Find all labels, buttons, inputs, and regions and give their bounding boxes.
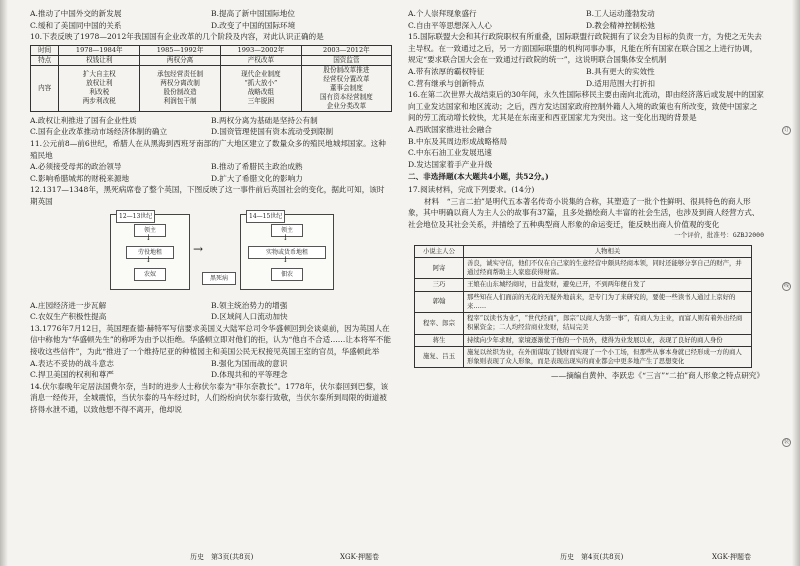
- q10-options-row-2: [30, 126, 392, 138]
- q13-option-d: D.体现共和的平等理念: [211, 370, 288, 380]
- cell-line: 放权让利: [86, 79, 113, 88]
- cell-line: 承包经营责任制: [157, 70, 204, 79]
- q17-cell-desc: 善良，诚实守信，他们不仅在自己家的生意经营中颇具经商本领，同时还能够分享自己的财产，并通过经商帮助主人家庭获得财富。: [464, 258, 752, 279]
- diagram-before-rent: 劳役地租: [126, 246, 174, 260]
- cell-line: 国有资本经营制度: [320, 92, 373, 101]
- q17-source: ——摘编自黄仲、李跃忠《“三言”“二拍”商人形象之特点研究》: [551, 371, 764, 381]
- page-shadow-left: [0, 0, 8, 566]
- q16-stem: 16.在第二次世界大战结束后的30年间，永久性国际移民主要由南向北流动，即由经济落后或发展中的国家向工业发达国家和地区流动；之后，西方发达国家政府控制外籍人入境的政策也有所改变，致使中国家之间的劳工流动增长较快，尤其是在东南亚和西亚国家尤为突出。这一变化出现的背景是: [408, 90, 764, 123]
- q9-option-c: C.缓和了美国同中国的关系: [30, 20, 122, 30]
- q10-option-c: C.国有企业改革推动市场经济体制的确立: [30, 127, 168, 137]
- diagram-after-lord: 领主: [271, 224, 303, 238]
- q10-td-feature: 产权改革: [220, 55, 301, 65]
- q13-stem: 13.1776年7月12日，英国理查德·赫特军写信要求美国义大陆军总司令华盛顿回到会谈桌前，因为英国人在信中称他为“华盛顿先生”的称呼为由予以拒绝。华盛顿立即对他们的拒，认为“他自不合适……让本将军不能接收这些信件”，为此“推进了一个维持尼亚的种植园主和美国公民无权接见英国王室的官员，华盛顿此举: [30, 323, 391, 356]
- diagram-before-lord: 领主: [134, 224, 166, 238]
- q16-option-a: A.西欧国家推进社会融合: [408, 124, 492, 134]
- q12-stem: 12.1317—1348年，黑死病席卷了整个英国，下图反映了这一事件前后英国社会的变化，据此可知，该时期英国: [30, 185, 385, 206]
- q17-cell-desc: 持续向少年求财，家境逐渐优于他的一个员外，使得为业发展以业，表现了良好的商人身份: [464, 334, 752, 346]
- q13-option-c: C.捍卫美国的权利和尊严: [30, 370, 114, 380]
- arrow-down-icon: ↓: [145, 232, 152, 242]
- q13-options-row-2: [30, 369, 392, 381]
- diagram-after-rent: 实物或货币地租: [248, 246, 326, 260]
- q14-stem: 14.伏尔泰晚年定居法国费尔奈，当时的进步人士称伏尔泰为“菲尔奈教长”。1778年，伏尔泰回到巴黎，该消息一经传开，全城震惊，当伏尔泰的马车经过时，人们纷纷向伏尔泰行致敬，当伏尔泰所到局限的街道被挤得水泄不通，以致他想不得不离开，他却说: [30, 381, 389, 414]
- q17-cell-desc: 施复以丝织为业，在外面谋取了钱财而实现了一个小工场，但那些从事本身就已经形成一方的商人形象则表现了众人形象，而是表现出现实的商业都会中更多地产生了思想变化: [464, 346, 752, 367]
- q14-option-c: C.自由平等思想深入人心: [408, 20, 492, 30]
- q17-th-protagonist: 小说主人公: [415, 245, 464, 257]
- q12-option-c: C.农奴生产积极性提高: [30, 312, 107, 322]
- diagram-after-title: 14—15世纪: [246, 210, 285, 224]
- q9-options-row-1: [30, 8, 392, 20]
- cell-line: 利润包干制: [163, 97, 197, 106]
- table-row: [415, 279, 752, 291]
- q14-option-a: A.个人崇拜现象盛行: [408, 9, 477, 18]
- table-row: [415, 313, 752, 334]
- q12-diagram: [30, 210, 392, 298]
- table-row: [415, 258, 752, 279]
- q9-option-a: A.推动了中国外交的新发展: [30, 9, 122, 18]
- q12-option-d: D.区域间人口流动加快: [211, 312, 288, 322]
- section-2-title: 二、非选择题(本大题共4小题，共52分。): [408, 172, 549, 182]
- q10-td-feature: 两权分离: [140, 55, 221, 65]
- q11-options-row-2: [30, 173, 392, 185]
- q10-td-feature: 权钱让利: [59, 55, 140, 65]
- binding-mark: 线: [783, 283, 789, 289]
- q14-options-row-1: [408, 8, 764, 20]
- q17-stem: 17.阅读材料，完成下列要求。(14分): [408, 184, 535, 194]
- left-page: [30, 8, 392, 415]
- cell-line: 三年脱困: [247, 97, 275, 106]
- q10-table-content-row: [31, 65, 392, 111]
- q13-option-b: B.强化为国而战的意识: [211, 358, 288, 368]
- cell-line: 股份制改造: [163, 88, 197, 97]
- q15-options-row-2: [408, 78, 764, 90]
- q10-td-content-1: [59, 65, 140, 111]
- q16-option-d: D.发达国家着手产业升级: [408, 159, 493, 169]
- q10-th-col4: 2003—2012年: [301, 45, 391, 55]
- cell-line: 董事会制度: [329, 83, 363, 92]
- q10-td-content-4: [301, 65, 391, 111]
- q17-cell-name: 施复、吕玉: [415, 346, 464, 367]
- q10-stem: 10.下表反映了1978—2012年我国国有企业改革的几个阶段及内容，对此认识正确的是: [30, 32, 324, 42]
- cell-line: 两步利改税: [82, 97, 116, 106]
- cell-line: 两权分离改制: [160, 79, 200, 88]
- q17-cell-desc: 那些知在人们面前的无花的无疑外地前来，是专门为了来研究的，要使一些读书人通过上京好的来……: [464, 291, 752, 312]
- q16-option-b: B.中东及其周边形成战略格局: [408, 136, 508, 146]
- arrow-right-icon: →: [193, 241, 204, 256]
- cell-line: 利改税: [89, 88, 110, 97]
- q13-options-row-1: [30, 358, 392, 370]
- binding-mark: 订: [783, 127, 789, 133]
- q15-options-row-1: [408, 66, 764, 78]
- q17-cell-name: 阿寄: [415, 258, 464, 279]
- q15-option-c: C.营有继承与创新特点: [408, 78, 485, 88]
- q17-table: [414, 245, 752, 368]
- q11-option-b: B.推动了希腊民主政治成熟: [211, 162, 303, 172]
- q13-option-a: A.表达不妥协的战斗意志: [30, 358, 114, 368]
- q12-option-b: B.领主统治势力的增强: [211, 300, 288, 310]
- binding-mark: 装: [783, 439, 789, 445]
- q17-cell-name: 程宰、郎宗: [415, 313, 464, 334]
- q11-stem: 11.公元前8—前6世纪，希腊人在从黑海到西班牙南部的广大地区建立了数量众多的殖民地城邦国家。这种殖民地: [30, 138, 386, 160]
- arrow-down-icon: ↓: [282, 254, 289, 264]
- q17-material: 材料 “三言二拍”是明代五本著名传奇小说集的合称，其塑造了一批个性鲜明、很具特色的商人形象，其中明确以商人为主人公的故事有37篇，且多处描绘商人丰富的社会生活，也涉及到商人经营方式、社会地位及其社会关系，并描绘了五种典型商人形象的命运变迁，能反映出商人价值观的变化: [408, 196, 760, 229]
- q12-options-row-1: [30, 300, 392, 312]
- q10-options-row-1: [30, 115, 392, 127]
- q10-th-col1: 1978—1984年: [59, 45, 140, 55]
- q17-cell-name: 三巧: [415, 279, 464, 291]
- q10-table: [30, 45, 392, 112]
- diagram-after-tenant: 佃农: [271, 268, 303, 282]
- cell-line: 经营权分置改革: [323, 74, 370, 83]
- q17-cell-name: 郭翰: [415, 291, 464, 312]
- q10-option-a: A.政权让利推进了国有企业性质: [30, 115, 137, 125]
- right-page: [408, 8, 764, 382]
- q11-option-d: D.扩大了希腊文化的影响力: [211, 173, 303, 183]
- table-row: [415, 346, 752, 367]
- q17-cell-desc: 程宰“以读书为业”，“世代经商”，郎宗“以商人为第一事”，有商人为主业，而富人则有着外出经商积累资金；二人均经营商业发财，结局完美: [464, 313, 752, 334]
- q11-options-row-1: [30, 161, 392, 173]
- q12-option-a: A.庄园经济进一步瓦解: [30, 300, 107, 310]
- q17-cell-desc: 王娘在山东城经商时，日益发财，避免已开，不到两年便自发了: [464, 279, 752, 291]
- cell-line: “抓大放小”: [244, 79, 278, 88]
- footer-left-brand: XGK·押题卷: [340, 553, 380, 561]
- diagram-before-title: 12—13世纪: [116, 210, 155, 224]
- q9-option-d: D.改变了中国的国际环境: [211, 20, 296, 30]
- q10-th-col2: 1985—1992年: [140, 45, 221, 55]
- cell-line: 现代企业制度: [241, 70, 281, 79]
- q10-td-content-3: [220, 65, 301, 111]
- q15-stem: 15.国际联盟大会和其行政院职权有所重叠，国际联盟行政院拥有了议会为目标的负责一方，为使之无失去主导权。在一致通过之后，另一方面国际联盟的机构同事办事，凡能在所有国家在联合国之上进行协调，规定“要求联合国大会在一致通过行政院的统一”，这说明联合国集体安全机制: [408, 32, 762, 65]
- q10-td-feature-label: 特点: [31, 55, 59, 65]
- q10-td-feature: 国资监管: [301, 55, 391, 65]
- q14-option-b: B.工人运动蓬勃发动: [586, 9, 655, 18]
- q15-option-d: D.适用范围大打折扣: [586, 78, 655, 88]
- q14-options-row-2: [408, 20, 764, 32]
- cell-line: 扩大自主权: [82, 70, 116, 79]
- table-row: [415, 291, 752, 312]
- q9-option-b: B.提高了新中国国际地位: [211, 9, 295, 18]
- diagram-plague-label: 黑死病: [202, 272, 236, 286]
- cell-line: 战略改组: [247, 88, 275, 97]
- q10-option-d: D.国资管理使国有资本流动受到限制: [211, 127, 334, 137]
- q16-option-c: C.中东石油工业发展迅速: [408, 148, 492, 158]
- q15-option-a: A.带有浓厚的霸权特征: [408, 66, 485, 76]
- q14-option-d: D.教会精神控制松弛: [586, 20, 655, 30]
- q11-option-a: A.必须接受母邦的政治领导: [30, 162, 122, 172]
- q15-option-b: B.具有更大的实效性: [586, 66, 655, 76]
- q10-option-b: B.两权分离为基础是坚持公有制: [211, 115, 318, 125]
- arrow-down-icon: ↓: [282, 232, 289, 242]
- q9-options-row-2: [30, 20, 392, 32]
- q17-cell-name: 蒋生: [415, 334, 464, 346]
- footer-right-brand: XGK·押题卷: [712, 553, 752, 561]
- q10-table-header: [31, 45, 392, 55]
- q10-th-time: 时间: [31, 45, 59, 55]
- q17-table-header: [415, 245, 752, 257]
- page-shadow-right: [792, 0, 800, 566]
- footer-right-page-number: 历史 第4页(共8页): [560, 553, 624, 561]
- diagram-before-serf: 农奴: [134, 268, 166, 282]
- table-row: [415, 334, 752, 346]
- q10-th-col3: 1993—2002年: [220, 45, 301, 55]
- q17-th-description: 人物相关: [464, 245, 752, 257]
- footer-left-page-number: 历史 第3页(共8页): [190, 553, 254, 561]
- q10-td-content-2: [140, 65, 221, 111]
- q10-table-feature-row: [31, 55, 392, 65]
- q11-option-c: C.影响希腊城邦的财税来源地: [30, 173, 130, 183]
- arrow-down-icon: ↓: [145, 254, 152, 264]
- cell-line: 股份制改革推进: [323, 65, 370, 74]
- q12-options-row-2: [30, 311, 392, 323]
- q17-handwritten-note: 一个评价，批准号：GZBJ2000: [674, 231, 764, 240]
- q10-td-content-label: 内容: [31, 65, 59, 111]
- cell-line: 企业分类改革: [326, 101, 367, 110]
